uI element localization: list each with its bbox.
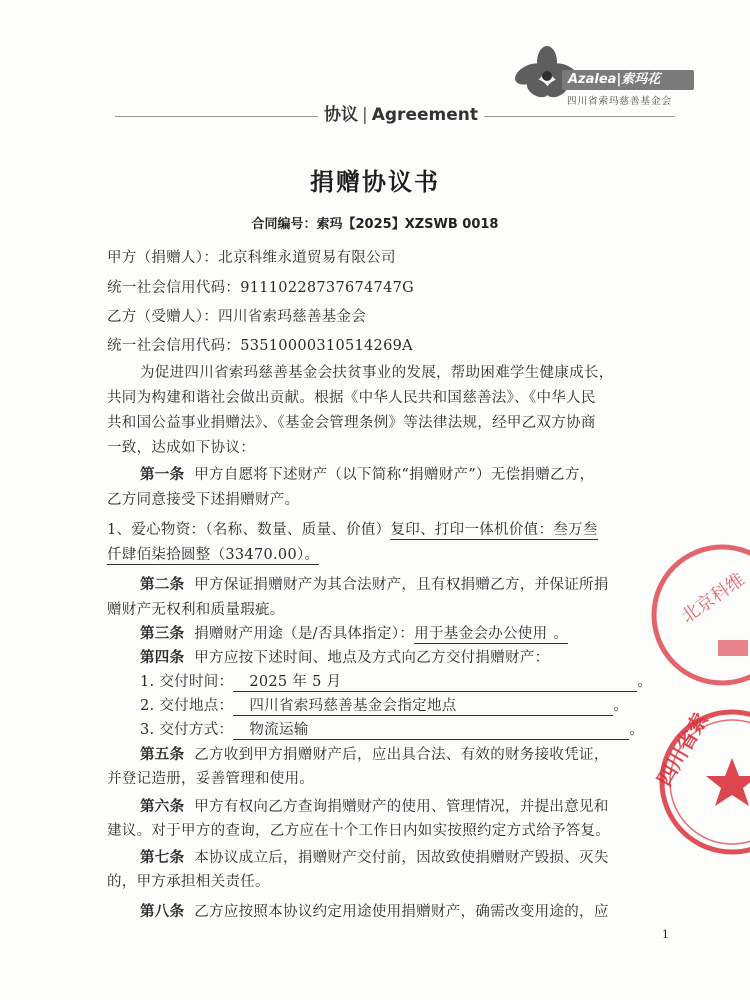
article-7-line-2: 的，甲方承担相关责任。 bbox=[107, 874, 270, 890]
article-6-text: 甲方有权向乙方查询捐赠财产的使用、管理情况，并提出意见和 bbox=[194, 799, 609, 815]
article-8-text: 乙方应按照本协议约定用途使用捐赠财产，确需改变用途的，应 bbox=[194, 904, 609, 920]
article-2-text: 甲方保证捐赠财产为其合法财产，且有权捐赠乙方，并保证所捐 bbox=[194, 577, 609, 593]
article-3-heading: 第三条 bbox=[140, 625, 185, 642]
article-5-text: 乙方收到甲方捐赠财产后，应出具合法、有效的财务接收凭证， bbox=[194, 747, 609, 763]
article-5-line-2: 并登记造册，妥善管理和使用。 bbox=[107, 771, 315, 787]
logo-wordmark: Azalea|索玛花 bbox=[562, 70, 694, 90]
article-3-text: 捐赠财产用途（是/否具体指定）： bbox=[194, 626, 415, 642]
donation-item-value-2: 仟肆佰柒拾圆整（33470.00）。 bbox=[107, 547, 320, 563]
article-6-line-1 bbox=[140, 795, 609, 816]
article-4 bbox=[140, 646, 549, 667]
article-7-heading: 第七条 bbox=[140, 849, 185, 866]
article-5-heading: 第五条 bbox=[140, 746, 185, 763]
article-8-heading: 第八条 bbox=[140, 903, 185, 920]
donation-purpose-value: 用于基金会办公使用 bbox=[414, 626, 548, 642]
article-2-heading: 第二条 bbox=[140, 576, 185, 593]
article-4-heading: 第四条 bbox=[140, 649, 185, 666]
article-3 bbox=[140, 622, 568, 643]
delivery-time-value: 2025 年 5 月 bbox=[233, 670, 637, 692]
header-label-en: Agreement bbox=[371, 105, 478, 125]
delivery-time-label: 1. 交付时间： bbox=[140, 674, 234, 690]
header-section-label bbox=[318, 100, 484, 125]
article-4-text: 甲方应按下述时间、地点及方式向乙方交付捐赠财产： bbox=[194, 650, 550, 666]
party-b-name: 乙方（受赠人）：四川省索玛慈善基金会 bbox=[107, 309, 367, 325]
article-5-line-1 bbox=[140, 743, 609, 764]
delivery-method-label: 3. 交付方式： bbox=[140, 722, 234, 738]
delivery-place-value: 四川省索玛慈善基金会指定地点 bbox=[233, 694, 613, 716]
article-1-text: 甲方自愿将下述财产（以下简称“捐赠财产”）无偿捐赠乙方， bbox=[194, 467, 595, 483]
intro-line-1: 为促进四川省索玛慈善基金会扶贫事业的发展，帮助困难学生健康成长， bbox=[140, 365, 614, 381]
seal-a-text: 北京科维 bbox=[677, 569, 749, 628]
document-title: 捐赠协议书 bbox=[310, 168, 440, 196]
party-b-foundation-seal-icon bbox=[640, 700, 750, 860]
article-2-line-1 bbox=[140, 573, 609, 594]
party-a-name: 甲方（捐赠人）：北京科维永道贸易有限公司 bbox=[107, 250, 396, 266]
delivery-method-value: 物流运输 bbox=[233, 718, 629, 740]
article-1-line-2: 乙方同意接受下述捐赠财产。 bbox=[107, 492, 300, 508]
logo-subtitle: 四川省索玛慈善基金会 bbox=[567, 96, 673, 107]
party-b-credit-code: 统一社会信用代码：53510000310514269A bbox=[107, 338, 413, 354]
delivery-time-row bbox=[140, 670, 652, 692]
page-number: 1 bbox=[662, 928, 669, 941]
article-1-heading: 第一条 bbox=[140, 466, 185, 483]
header-label-separator: | bbox=[362, 105, 368, 125]
article-3-end: 。 bbox=[547, 626, 568, 644]
seal-b-text: 四川省索 bbox=[651, 708, 713, 791]
intro-line-3: 共和国公益事业捐赠法》、《基金会管理条例》等法律法规，经甲乙双方协商 bbox=[107, 415, 596, 431]
header-label-cn: 协议 bbox=[324, 105, 358, 125]
party-a-company-seal-icon bbox=[622, 540, 750, 690]
delivery-place-row bbox=[140, 694, 628, 716]
contract-number: 合同编号：索玛【2025】XZSWB 0018 bbox=[251, 217, 499, 232]
delivery-method-end: 。 bbox=[629, 722, 645, 738]
delivery-place-end: 。 bbox=[613, 698, 629, 714]
delivery-place-label: 2. 交付地点： bbox=[140, 698, 234, 714]
article-1-item bbox=[107, 518, 598, 539]
article-6-heading: 第六条 bbox=[140, 798, 185, 815]
article-1-line-1 bbox=[140, 463, 594, 484]
article-1-item-cont bbox=[107, 543, 319, 564]
article-2-line-2: 赠财产无权利和质量瑕疵。 bbox=[107, 602, 285, 618]
intro-line-2: 共同为构建和谐社会做出贡献。根据《中华人民共和国慈善法》、《中华人民 bbox=[107, 390, 596, 406]
delivery-method-row bbox=[140, 718, 644, 740]
donation-item-label: 1、爱心物资：（名称、数量、质量、价值） bbox=[107, 522, 391, 538]
delivery-time-end: 。 bbox=[637, 674, 653, 690]
article-8-line-1 bbox=[140, 900, 609, 921]
article-6-line-2: 建议。对于甲方的查询，乙方应在十个工作日内如实按照约定方式给予答复。 bbox=[107, 823, 611, 839]
donation-item-value-1: 复印、打印一体机价值：叁万叁 bbox=[390, 522, 598, 538]
party-a-credit-code: 统一社会信用代码：91110228737674747G bbox=[107, 280, 415, 296]
article-7-text: 本协议成立后，捐赠财产交付前，因故致使捐赠财产毁损、灭失 bbox=[194, 850, 609, 866]
intro-line-4: 一致，达成如下协议： bbox=[107, 440, 255, 456]
article-7-line-1 bbox=[140, 846, 609, 867]
